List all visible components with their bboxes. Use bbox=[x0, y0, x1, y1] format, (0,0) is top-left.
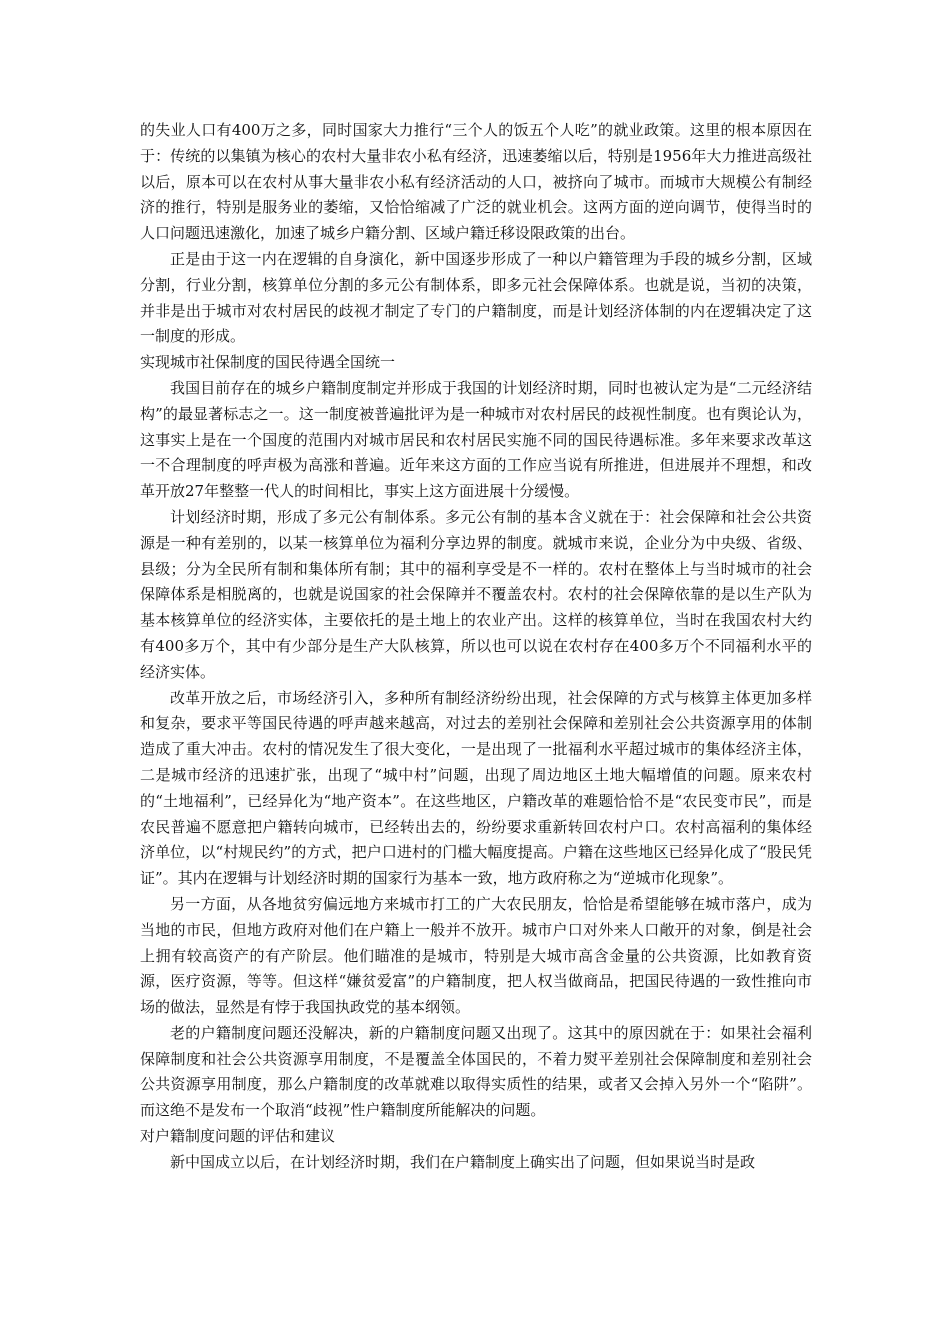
section-heading: 对户籍制度问题的评估和建议 bbox=[140, 1127, 336, 1146]
paragraph: 我国目前存在的城乡户籍制度制定并形成于我国的计划经济时期，同时也被认定为是“二元经济结构”的最显著标志之一。这一制度被普遍批评为是一种城市对农村居民的歧视性制度。也有舆论认为，这事实上是在一个国度的范围内对城市居民和农村居民实施不同的国民待遇标准。多年来要求改革这一不合理制度的呼声极为高涨和普遍。近年来这方面的工作应当说有所推进，但进展并不理想，和改革开放27年整整一代人的时间相比，事实上这方面进展十分缓慢。 bbox=[140, 378, 812, 501]
document-body bbox=[140, 118, 812, 1176]
paragraph: 另一方面，从各地贫穷偏远地方来城市打工的广大农民朋友，恰恰是希望能够在城市落户，成为当地的市民，但地方政府对他们在户籍上一般并不放开。城市户口对外来人口敞开的对象，倒是社会上拥有较高资产的有产阶层。他们瞄准的是城市，特别是大城市高含金量的公共资源，比如教育资源，医疗资源，等等。但这样“嫌贫爱富”的户籍制度，把人权当做商品，把国民待遇的一致性推向市场的做法，显然是有悖于我国执政党的基本纲领。 bbox=[140, 894, 812, 1017]
paragraph: 改革开放之后，市场经济引入，多种所有制经济纷纷出现，社会保障的方式与核算主体更加多样和复杂，要求平等国民待遇的呼声越来越高，对过去的差别社会保障和差别社会公共资源享用的体制造成了重大冲击。农村的情况发生了很大变化，一是出现了一批福利水平超过城市的集体经济主体，二是城市经济的迅速扩张，出现了“城中村”问题，出现了周边地区土地大幅增值的问题。原来农村的“土地福利”，已经异化为“地产资本”。在这些地区，户籍改革的难题恰恰不是“农民变市民”，而是农民普遍不愿意把户籍转向城市，已经转出去的，纷纷要求重新转回农村户口。农村高福利的集体经济单位，以“村规民约”的方式，把户口进村的门槛大幅度提高。户籍在这些地区已经异化成了“股民凭证”。其内在逻辑与计划经济时期的国家行为基本一致，地方政府称之为“逆城市化现象”。 bbox=[140, 688, 812, 888]
paragraph: 计划经济时期，形成了多元公有制体系。多元公有制的基本含义就在于：社会保障和社会公共资源是一种有差别的，以某一核算单位为福利分享边界的制度。就城市来说，企业分为中央级、省级、县级；分为全民所有制和集体所有制；其中的福利享受是不一样的。农村在整体上与当时城市的社会保障体系是相脱离的，也就是说国家的社会保障并不覆盖农村。农村的社会保障依靠的是以生产队为基本核算单位的经济实体，主要依托的是土地上的农业产出。这样的核算单位，当时在我国农村大约有400多万个，其中有少部分是生产大队核算，所以也可以说在农村存在400多万个不同福利水平的经济实体。 bbox=[140, 507, 812, 681]
paragraph: 新中国成立以后，在计划经济时期，我们在户籍制度上确实出了问题，但如果说当时是政 bbox=[170, 1152, 756, 1171]
paragraph: 正是由于这一内在逻辑的自身演化，新中国逐步形成了一种以户籍管理为手段的城乡分割，区域分割，行业分割，核算单位分割的多元公有制体系，即多元社会保障体系。也就是说，当初的决策，并非是出于城市对农村居民的歧视才制定了专门的户籍制度，而是计划经济体制的内在逻辑决定了这一制度的形成。 bbox=[140, 249, 812, 346]
paragraph: 老的户籍制度问题还没解决，新的户籍制度问题又出现了。这其中的原因就在于：如果社会福利保障制度和社会公共资源享用制度，不是覆盖全体国民的，不着力熨平差别社会保障制度和差别社会公共资源享用制度，那么户籍制度的改革就难以取得实质性的结果，或者又会掉入另外一个“陷阱”。而这绝不是发布一个取消“歧视”性户籍制度所能解决的问题。 bbox=[140, 1023, 812, 1120]
section-heading: 实现城市社保制度的国民待遇全国统一 bbox=[140, 353, 396, 372]
paragraph-continuation: 的失业人口有400万之多，同时国家大力推行“三个人的饭五个人吃”的就业政策。这里的根本原因在于：传统的以集镇为核心的农村大量非农小私有经济，迅速萎缩以后，特别是1956年大力推进高级社以后，原本可以在农村从事大量非农小私有经济活动的人口，被挤向了城市。而城市大规模公有制经济的推行，特别是服务业的萎缩，又恰恰缩减了广泛的就业机会。这两方面的逆向调节，使得当时的人口问题迅速激化，加速了城乡户籍分割、区域户籍迁移设限政策的出台。 bbox=[140, 121, 812, 243]
